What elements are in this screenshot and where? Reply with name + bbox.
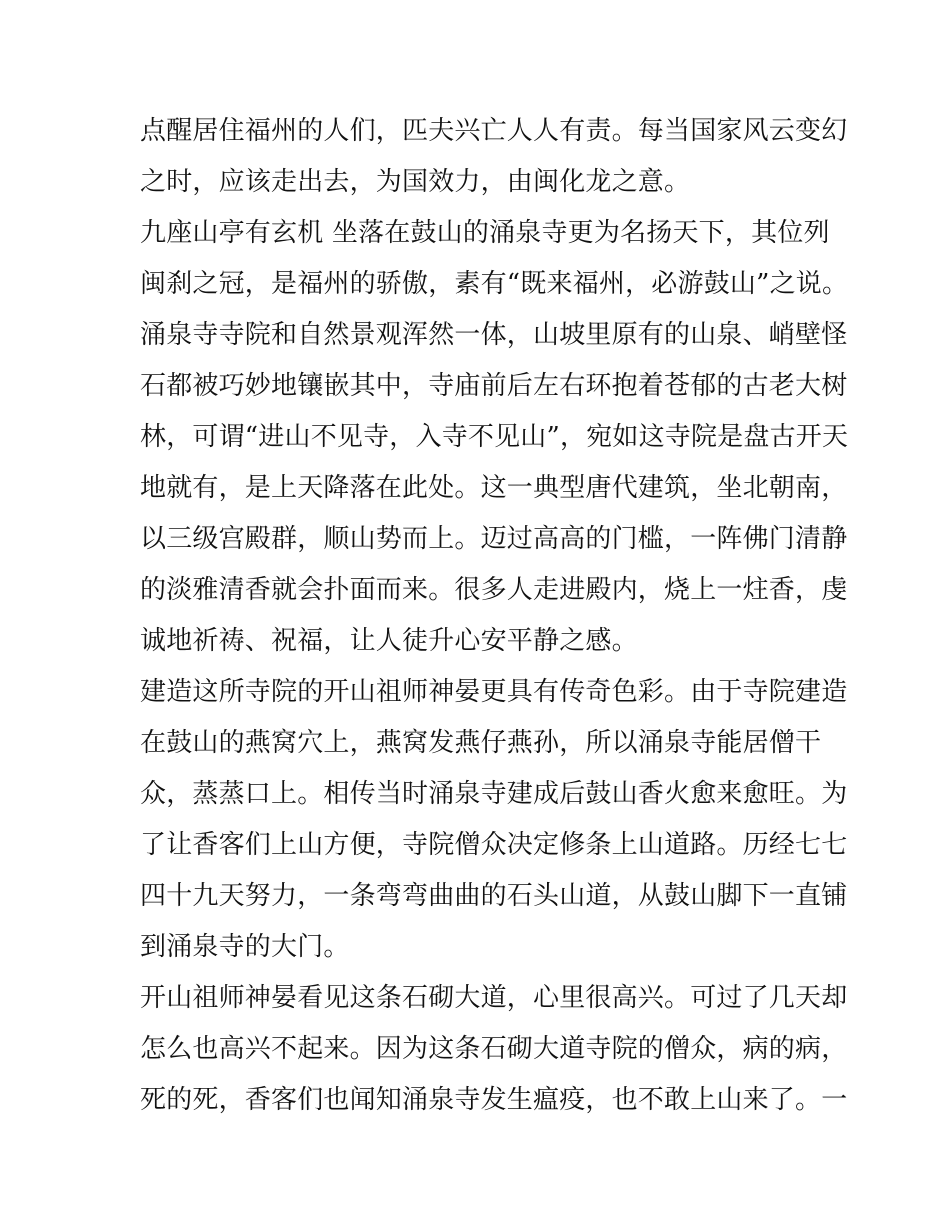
- text-line: 了让香客们上山方便，寺院僧众决定修条上山道路。历经七七: [140, 830, 848, 860]
- text-line: 诚地祈祷、祝福，让人徒升心安平静之感。: [140, 626, 638, 656]
- text-line: 开山祖师神晏看见这条石砌大道，心里很高兴。可过了几天却: [140, 983, 848, 1013]
- text-line: 在鼓山的燕窝穴上，燕窝发燕仔燕孙，所以涌泉寺能居僧干: [140, 728, 822, 758]
- text-line: 石都被巧妙地镶嵌其中，寺庙前后左右环抱着苍郁的古老大树: [140, 371, 848, 401]
- text-line: 九座山亭有玄机 坐落在鼓山的涌泉寺更为名扬天下，其位列: [140, 218, 830, 248]
- text-line: 点醒居住福州的人们，匹夫兴亡人人有责。每当国家风云变幻: [140, 116, 848, 146]
- text-line: 的淡雅清香就会扑面而来。很多人走进殿内，烧上一炷香，虔: [140, 575, 848, 605]
- text-line: 到涌泉寺的大门。: [140, 932, 350, 962]
- text-line: 以三级宫殿群，顺山势而上。迈过高高的门槛，一阵佛门清静: [140, 524, 848, 554]
- text-line: 死的死，香客们也闻知涌泉寺发生瘟疫，也不敢上山来了。一: [140, 1085, 848, 1115]
- text-line: 怎么也高兴不起来。因为这条石砌大道寺院的僧众，病的病，: [140, 1034, 848, 1064]
- text-line: 林，可谓“进山不见寺，入寺不见山”，宛如这寺院是盘古开天: [140, 422, 849, 452]
- text-line: 建造这所寺院的开山祖师神晏更具有传奇色彩。由于寺院建造: [140, 677, 848, 707]
- text-line: 四十九天努力，一条弯弯曲曲的石头山道，从鼓山脚下一直铺: [140, 881, 848, 911]
- text-line: 闽刹之冠，是福州的骄傲，素有“既来福州，必游鼓山”之说。: [140, 269, 849, 299]
- text-line: 涌泉寺寺院和自然景观浑然一体，山坡里原有的山泉、峭壁怪: [140, 320, 848, 350]
- text-line: 之时，应该走出去，为国效力，由闽化龙之意。: [140, 167, 691, 197]
- text-line: 众，蒸蒸口上。相传当时涌泉寺建成后鼓山香火愈来愈旺。为: [140, 779, 848, 809]
- text-line: 地就有，是上天降落在此处。这一典型唐代建筑，坐北朝南，: [140, 473, 848, 503]
